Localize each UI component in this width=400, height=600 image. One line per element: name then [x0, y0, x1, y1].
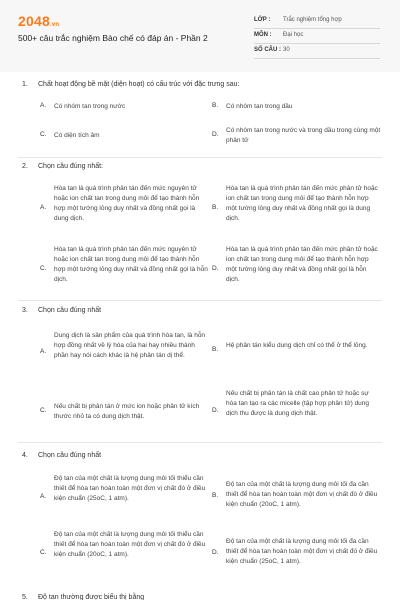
meta-count-row [254, 44, 380, 59]
option-letter: D. [212, 131, 219, 138]
meta-class-row [254, 14, 380, 29]
question-text: Chọn câu đúng nhất: [38, 163, 103, 170]
question-4-stem [22, 452, 101, 459]
question-2-stem [22, 163, 103, 170]
site-logo[interactable] [18, 13, 59, 29]
option-text: Hòa tan là quá trình phân tán đến mức phân tử hoặc ion chất tan trong dung môi để tạo thành hỗn hợp một tướng lỏng duy nhất và đồng nhất gọi là dung dịch. [226, 185, 378, 222]
question-divider [18, 442, 382, 443]
logo-tld: .vn [49, 22, 60, 28]
option-letter: B. [212, 346, 219, 353]
header [0, 0, 400, 72]
question-number: 5. [22, 594, 28, 600]
meta-subject-value: Đại học [283, 32, 304, 38]
option-text: Độ tan của một chất là lượng dung môi tối thiểu cần thiết để hòa tan hoàn toàn một đơn vị chất đó ở điều kiện chuẩn (25oC, 1 atm). [54, 475, 206, 502]
option-letter: A. [40, 204, 47, 211]
question-number: 4. [22, 452, 28, 459]
option-letter: C. [40, 407, 47, 414]
option-letter: B. [212, 492, 219, 499]
question-5-stem [22, 594, 144, 600]
meta-count-value: 30 [283, 47, 290, 53]
logo-text: 2048 [18, 13, 50, 29]
option-text: Độ tan của một chất là lượng dung môi tối đa cần thiết để hòa tan hoàn toàn một đơn vị chất đó ở điều kiện chuẩn (25oC, 1 atm). [226, 538, 378, 565]
question-text: Chọn câu đúng nhất [38, 452, 102, 459]
meta-subject-label: MÔN : [254, 32, 272, 38]
option-letter: B. [212, 204, 219, 211]
option-text: Độ tan của một chất là lượng dung môi tối đa cần thiết để hòa tan hoàn toàn một đơn vị chất đó ở điều kiện chuẩn (20oC, 1 atm). [226, 481, 378, 508]
option-letter: D. [212, 549, 219, 556]
question-number: 2. [22, 163, 28, 170]
option-letter: A. [40, 102, 47, 109]
option-text: Hệ phân tán kiểu dung dịch chỉ có thể ở thể lỏng. [226, 342, 368, 349]
option-text: Dung dịch là sản phẩm của quá trình hòa tan, là hỗn hợp đồng nhất về lý hóa của hai hay nhiều thành phần hay nói cách khác là hệ phân tán dị thể. [54, 332, 206, 359]
option-letter: C. [40, 265, 47, 272]
question-1-stem [22, 81, 240, 88]
option-letter: B. [212, 102, 219, 109]
option-letter: D. [212, 407, 219, 414]
meta-subject-row [254, 29, 380, 44]
question-3-stem [22, 307, 101, 314]
page-title: 500+ câu trắc nghiệm Bào chế có đáp án - Phần 2 [18, 33, 208, 43]
question-divider [18, 300, 382, 301]
option-text: Có nhóm tan trong dầu [226, 103, 293, 110]
question-number: 1. [22, 81, 28, 88]
option-letter: C. [40, 549, 47, 556]
option-text: Độ tan của một chất là lượng dung môi tối thiểu cần thiết để hòa tan hoàn toàn một đơn vị chất đó ở điều kiện chuẩn (20oC, 1 atm). [54, 531, 206, 558]
option-text: Nếu chất bị phân tán là chất cao phân tử hoặc sự hòa tan tạo ra các micelle (tập hợp phân tử) dung dịch thu được là dung dịch thật. [226, 390, 370, 417]
question-divider [18, 157, 382, 158]
option-text: Có diện tích âm [54, 132, 100, 139]
question-text: Chất hoạt động bề mặt (diện hoạt) có cấu trúc với đặc trưng sau: [38, 81, 240, 88]
meta-count-label: SỐ CÂU : [254, 47, 281, 53]
option-text: Hòa tan là quá trình phân tán đến mức nguyên tử hoặc ion chất tan trong dung môi để tạo thành hỗn hợp một tướng lỏng duy nhất và đồng nhất gọi là dung dịch. [54, 185, 200, 222]
question-text: Độ tan thường được biểu thị bằng [38, 594, 145, 600]
option-letter: A. [40, 348, 47, 355]
question-text: Chọn câu đúng nhất [38, 307, 102, 314]
option-letter: D. [212, 265, 219, 272]
option-text: Có nhóm tan trong nước [54, 103, 126, 110]
option-text: Hòa tan là quá trình phân tán đến mức nguyên tử hoặc ion chất tan trong dung môi để tạo thành hỗn hợp một tướng lỏng duy nhất và đồng nhất gọi là hỗn dịch. [54, 246, 208, 283]
meta-class-label: LỚP : [254, 17, 271, 23]
option-text: Có nhóm tan trong nước và trong dầu trong cùng một phân tử [226, 127, 381, 144]
option-text: Nếu chất bị phân tán ở mức ion hoặc phân tử kích thước nhỏ ta có dung dịch thật. [54, 403, 200, 420]
option-letter: C. [40, 131, 47, 138]
question-number: 3. [22, 307, 28, 314]
meta-class-value: Trắc nghiệm tổng hợp [283, 17, 342, 23]
option-letter: A. [40, 493, 47, 500]
option-text: Hòa tan là quá trình phân tán đến mức phân tử hoặc ion chất tan trong dung môi để tạo thành hỗn hợp một tướng lỏng duy nhất và đồng nhất gọi là hỗn dịch. [226, 246, 378, 283]
